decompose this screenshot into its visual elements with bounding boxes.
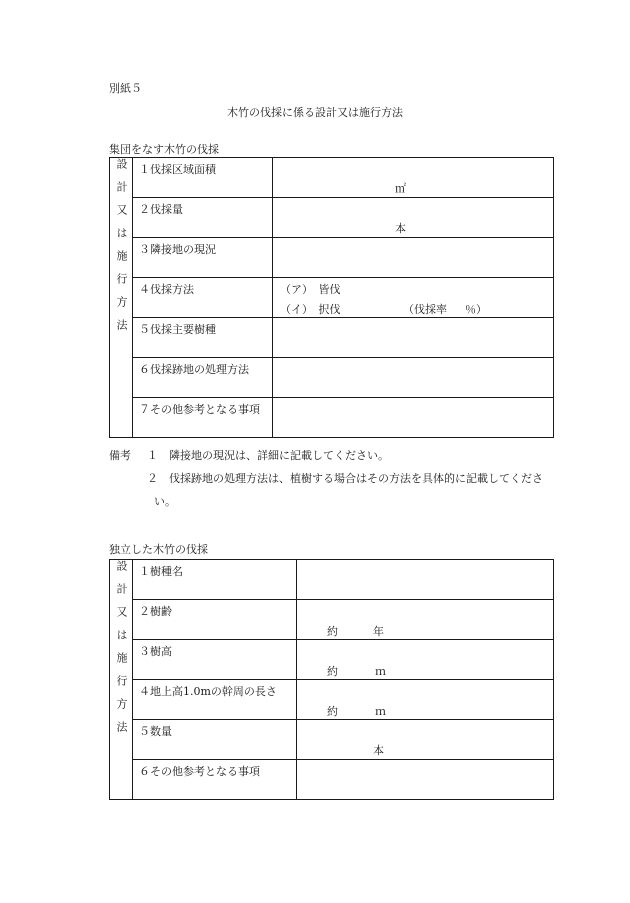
vertical-label-cell	[110, 158, 133, 438]
row-label-site-treatment: ６伐採跡地の処理方法	[133, 358, 273, 398]
unit-count: 本	[395, 222, 406, 235]
note-2-number: ２	[147, 472, 158, 485]
notes	[109, 444, 569, 514]
unit-sqm: ㎡	[395, 182, 406, 195]
row-label-quantity: ５数量	[133, 720, 297, 760]
option-clear-cut[interactable]: （ア） 皆伐	[280, 283, 341, 296]
row-label-adjacent: ３隣接地の現況	[133, 238, 273, 278]
row-label-method: ４伐採方法	[133, 278, 273, 318]
input-other[interactable]	[273, 398, 554, 438]
row-label-tree-age: ２樹齢	[133, 600, 297, 640]
vertical-label-cell	[110, 560, 133, 800]
section-title-group-felling: 集団をなす木竹の伐採	[109, 143, 219, 156]
input-trunk-girth[interactable]	[297, 680, 554, 720]
rate-unit: ％）	[465, 303, 487, 316]
approx-prefix: 約	[327, 625, 338, 638]
document-label: 別紙５	[109, 82, 142, 95]
row-label-trunk-girth: ４地上高1.0mの幹周の長さ	[133, 680, 297, 720]
input-area[interactable]	[273, 158, 554, 198]
row-label-area: １伐採区域面積	[133, 158, 273, 198]
unit-count: 本	[373, 744, 384, 757]
note-2-text: 伐採跡地の処理方法は、植樹する場合はその方法を具体的に記載してくださ	[169, 472, 543, 485]
unit-meters: ｍ	[375, 705, 386, 718]
rate-label: （伐採率	[403, 303, 447, 316]
row-label-tree-height: ３樹高	[133, 640, 297, 680]
section-title-single-tree: 独立した木竹の伐採	[109, 543, 208, 556]
input-volume[interactable]	[273, 198, 554, 238]
row-label-other: ６その他参考となる事項	[133, 760, 297, 800]
row-label-volume: ２伐採量	[133, 198, 273, 238]
group-felling-table	[109, 157, 554, 438]
option-selective-cut[interactable]: （イ） 択伐	[280, 303, 341, 316]
unit-meters: ｍ	[375, 665, 386, 678]
vertical-label: 設計又は施行方法	[115, 560, 128, 744]
input-other[interactable]	[297, 760, 554, 800]
input-species[interactable]	[273, 318, 554, 358]
input-site-treatment[interactable]	[273, 358, 554, 398]
row-label-other: ７その他参考となる事項	[133, 398, 273, 438]
approx-prefix: 約	[327, 705, 338, 718]
input-tree-age[interactable]	[297, 600, 554, 640]
vertical-label: 設計又は施行方法	[115, 158, 128, 342]
single-tree-table	[109, 559, 554, 800]
row-label-species: ５伐採主要樹種	[133, 318, 273, 358]
row-label-tree-species: １樹種名	[133, 560, 297, 600]
note-1-text: 隣接地の現況は、詳細に記載してください。	[169, 449, 389, 462]
input-tree-height[interactable]	[297, 640, 554, 680]
notes-head: 備考	[109, 449, 131, 462]
input-adjacent[interactable]	[273, 238, 554, 278]
unit-years: 年	[373, 625, 384, 638]
approx-prefix: 約	[327, 665, 338, 678]
input-quantity[interactable]	[297, 720, 554, 760]
input-tree-species[interactable]	[297, 560, 554, 600]
input-method[interactable]	[273, 278, 554, 318]
page-title: 木竹の伐採に係る設計又は施行方法	[227, 106, 403, 119]
note-1-number: １	[147, 449, 158, 462]
note-2-continuation: い。	[154, 495, 176, 508]
